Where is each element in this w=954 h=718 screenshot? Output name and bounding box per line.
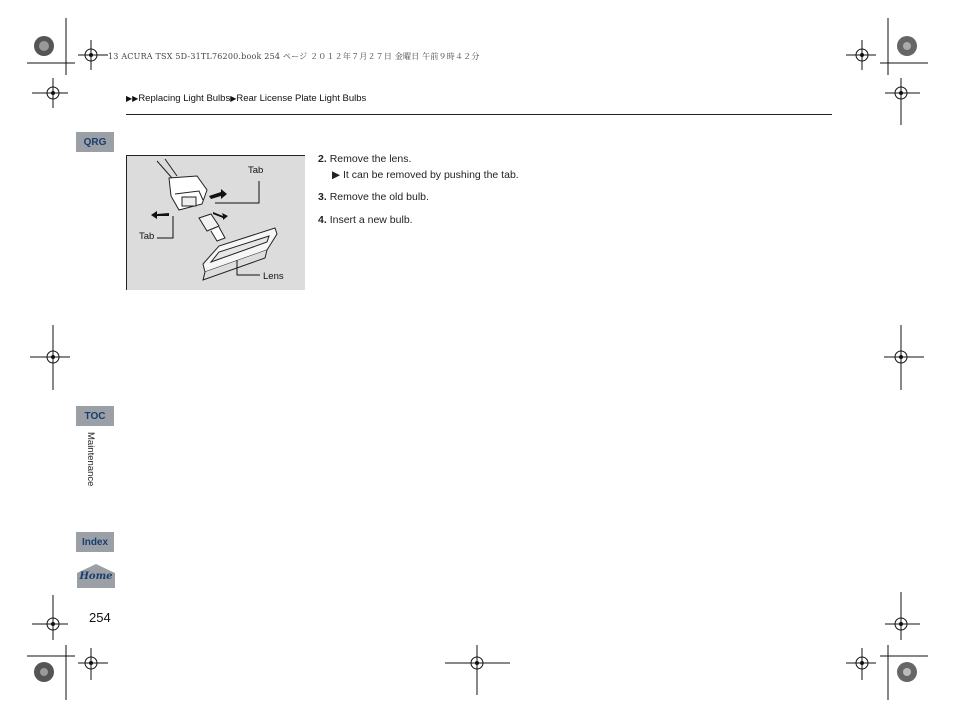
step-text: Remove the old bulb. bbox=[329, 191, 429, 203]
step-number: 2. bbox=[318, 153, 327, 165]
breadcrumb-current: Rear License Plate Light Bulbs bbox=[236, 93, 367, 104]
toc-button[interactable]: TOC bbox=[76, 406, 114, 426]
breadcrumb-separator: ▶ bbox=[230, 94, 237, 103]
figure-label-tab-top: Tab bbox=[248, 165, 264, 176]
section-label: Maintenance bbox=[85, 432, 96, 487]
step-4 bbox=[318, 214, 413, 226]
header-rule bbox=[126, 114, 832, 115]
index-button[interactable]: Index bbox=[76, 532, 114, 552]
step-text: Remove the lens. bbox=[329, 153, 412, 165]
lens-removal-figure bbox=[126, 155, 305, 290]
breadcrumb-link-replacing-light-bulbs[interactable]: Replacing Light Bulbs bbox=[138, 93, 231, 104]
qrg-button[interactable]: QRG bbox=[76, 132, 114, 152]
step-2-note bbox=[332, 169, 519, 181]
home-button[interactable] bbox=[76, 563, 116, 589]
step-number: 3. bbox=[318, 191, 327, 203]
note-text: It can be removed by pushing the tab. bbox=[343, 169, 519, 181]
breadcrumb bbox=[126, 93, 366, 104]
step-3 bbox=[318, 191, 429, 203]
step-text: Insert a new bulb. bbox=[329, 214, 413, 226]
print-header: 13 ACURA TSX 5D-31TL76200.book 254 ページ ２０１２年７月２７日 金曜日 午前９時４２分 bbox=[108, 52, 480, 61]
step-number: 4. bbox=[318, 214, 327, 226]
page-number: 254 bbox=[89, 610, 111, 625]
step-2 bbox=[318, 153, 411, 165]
figure-label-tab-left: Tab bbox=[139, 231, 155, 242]
lens-removal-illustration bbox=[127, 156, 305, 290]
breadcrumb-marker: ▶▶ bbox=[126, 94, 139, 103]
figure-label-lens: Lens bbox=[263, 271, 284, 282]
note-marker: ▶ bbox=[332, 169, 341, 181]
home-label: Home bbox=[79, 571, 113, 582]
